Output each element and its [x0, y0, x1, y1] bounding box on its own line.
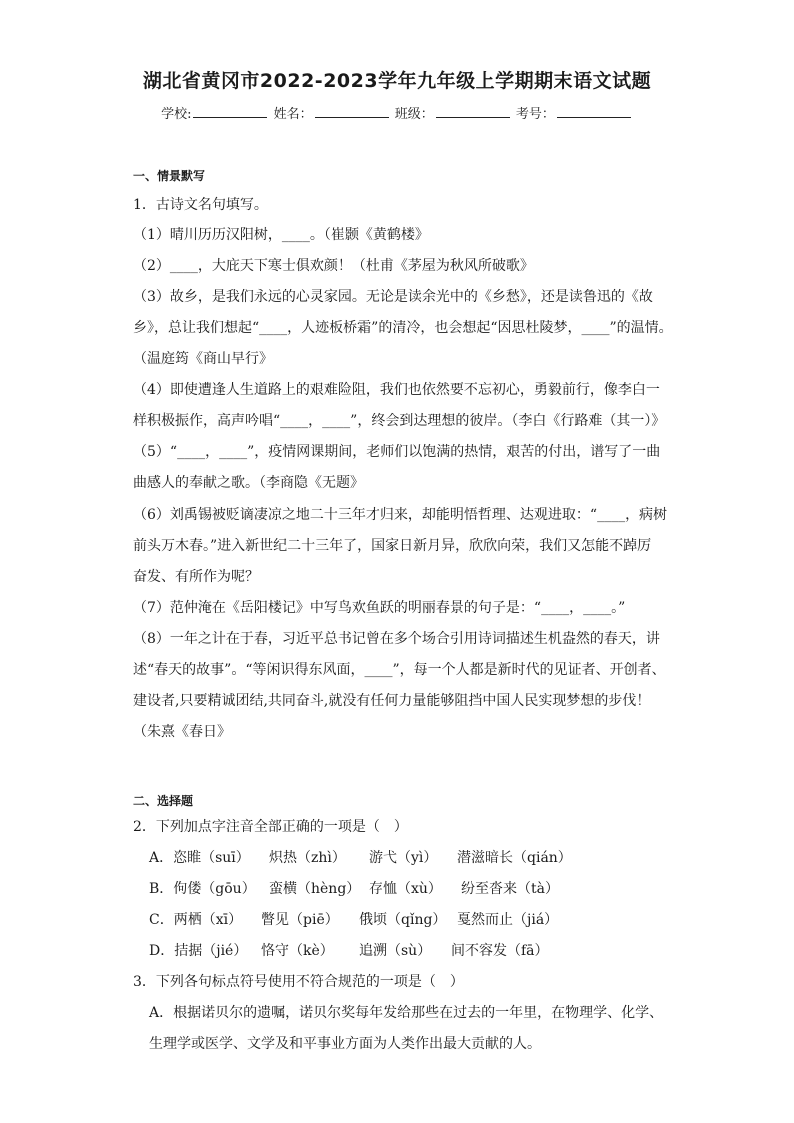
- option-a-item: 游弋（yì）: [369, 850, 438, 866]
- q1-line: （朱熹《春日》: [133, 724, 231, 740]
- option-c-item: 戛然而止（jiá）: [457, 912, 559, 928]
- q1-line: 述“春天的故事”。“等闲识得东风面，____”，每一个人都是新时代的见证者、开创者、: [133, 662, 666, 678]
- number-blank: [557, 105, 631, 118]
- q1-line: 前头万木春。”进入新世纪二十三年了，国家日新月异，欣欣向荣，我们又怎能不踔厉: [133, 538, 652, 554]
- q2-option-c: [149, 909, 558, 929]
- q1-line: （温庭筠《商山早行》: [133, 351, 273, 367]
- section-heading-1: 一、情景默写: [133, 169, 206, 183]
- q2-option-a: [149, 847, 572, 867]
- school-label: 学校:: [161, 107, 192, 122]
- option-a-item: 潜滋暗长（qián）: [457, 850, 572, 866]
- option-c-item: 瞥见（piē）: [261, 912, 339, 928]
- class-label: 班级：: [394, 107, 434, 122]
- q1-line: 曲感人的奉献之歌。（李商隐《无题》: [133, 475, 364, 491]
- option-b-item: 纷至沓来（tà）: [461, 881, 559, 897]
- question-2-stem: 2．下列加点字注音全部正确的一项是（ ）: [133, 819, 408, 835]
- question-3-stem: 3．下列各句标点符号使用不符合规范的一项是（ ）: [133, 974, 464, 990]
- option-c-item: 俄顷（qǐng）: [359, 912, 447, 928]
- name-label: 姓名：: [273, 107, 313, 122]
- option-b-item: B．佝偻（gōu）: [149, 881, 256, 897]
- option-b-item: 存恤（xù）: [369, 881, 442, 897]
- q2-option-d: [149, 940, 549, 960]
- q1-line: （6）刘禹锡被贬谪凄凉之地二十三年才归来，却能明悟哲理、达观进取：“____，病树: [133, 507, 668, 523]
- option-d-item: 间不容发（fā）: [451, 943, 549, 959]
- q1-line: （3）故乡，是我们永远的心灵家园。无论是读余光中的《乡愁》，还是读鲁迅的《故: [133, 289, 653, 305]
- section-heading-2: 二、选择题: [133, 794, 194, 808]
- q1-line: （2）____，大庇天下寒士俱欢颜！（杜甫《茅屋为秋风所破歌》: [133, 258, 534, 274]
- q1-line: （8）一年之计在于春，习近平总书记曾在多个场合引用诗词描述生机盎然的春天，讲: [133, 631, 660, 647]
- q1-line: （7）范仲淹在《岳阳楼记》中写鸟欢鱼跃的明丽春景的句子是：“____，____。”: [133, 600, 626, 616]
- q1-line: 奋发、有所作为呢？: [133, 569, 259, 585]
- number-label: 考号：: [515, 107, 555, 122]
- option-d-item: 恪守（kè）: [261, 943, 334, 959]
- q3-option-a-line: A．根据诺贝尔的遗嘱，诺贝尔奖每年发给那些在过去的一年里，在物理学、化学、: [149, 1005, 664, 1021]
- student-info-row: [0, 103, 794, 122]
- option-d-item: D．拮据（jié）: [149, 943, 248, 959]
- school-blank: [193, 105, 267, 118]
- q1-line: 建设者,只要精诚团结,共同奋斗,就没有任何力量能够阻挡中国人民实现梦想的步伐！: [133, 693, 651, 709]
- q1-line: 乡》，总让我们想起“____，人迹板桥霜”的清冷，也会想起“因思杜陵梦，____”的温情。: [133, 320, 673, 336]
- q2-option-b: [149, 878, 559, 898]
- q1-line: （5）“____，____”，疫情网课期间，老师们以饱满的热情，艰苦的付出，谱写了一曲: [133, 444, 661, 460]
- option-c-item: C．两栖（xī）: [149, 912, 243, 928]
- q1-line: （1）晴川历历汉阳树，____。（崔颢《黄鹤楼》: [133, 227, 429, 243]
- q1-line: 样积极振作，高声吟唱“____，____”，终会到达理想的彼岸。（李白《行路难（其一）》: [133, 413, 666, 429]
- option-d-item: 追溯（sù）: [359, 943, 432, 959]
- page-title: 湖北省黄冈市2022-2023学年九年级上学期期末语文试题: [142, 70, 652, 92]
- option-a-item: 炽热（zhì）: [269, 850, 346, 866]
- option-b-item: 蛮横（hèng）: [269, 881, 361, 897]
- q1-line: （4）即使遭逢人生道路上的艰难险阻，我们也依然要不忘初心，勇毅前行，像李白一: [133, 382, 660, 398]
- q3-option-a-line: 生理学或医学、文学及和平事业方面为人类作出最大贡献的人。: [149, 1036, 541, 1052]
- class-blank: [436, 105, 510, 118]
- option-a-item: A．恣睢（suī）: [149, 850, 250, 866]
- name-blank: [315, 105, 389, 118]
- question-1-stem: 1．古诗文名句填写。: [133, 197, 268, 213]
